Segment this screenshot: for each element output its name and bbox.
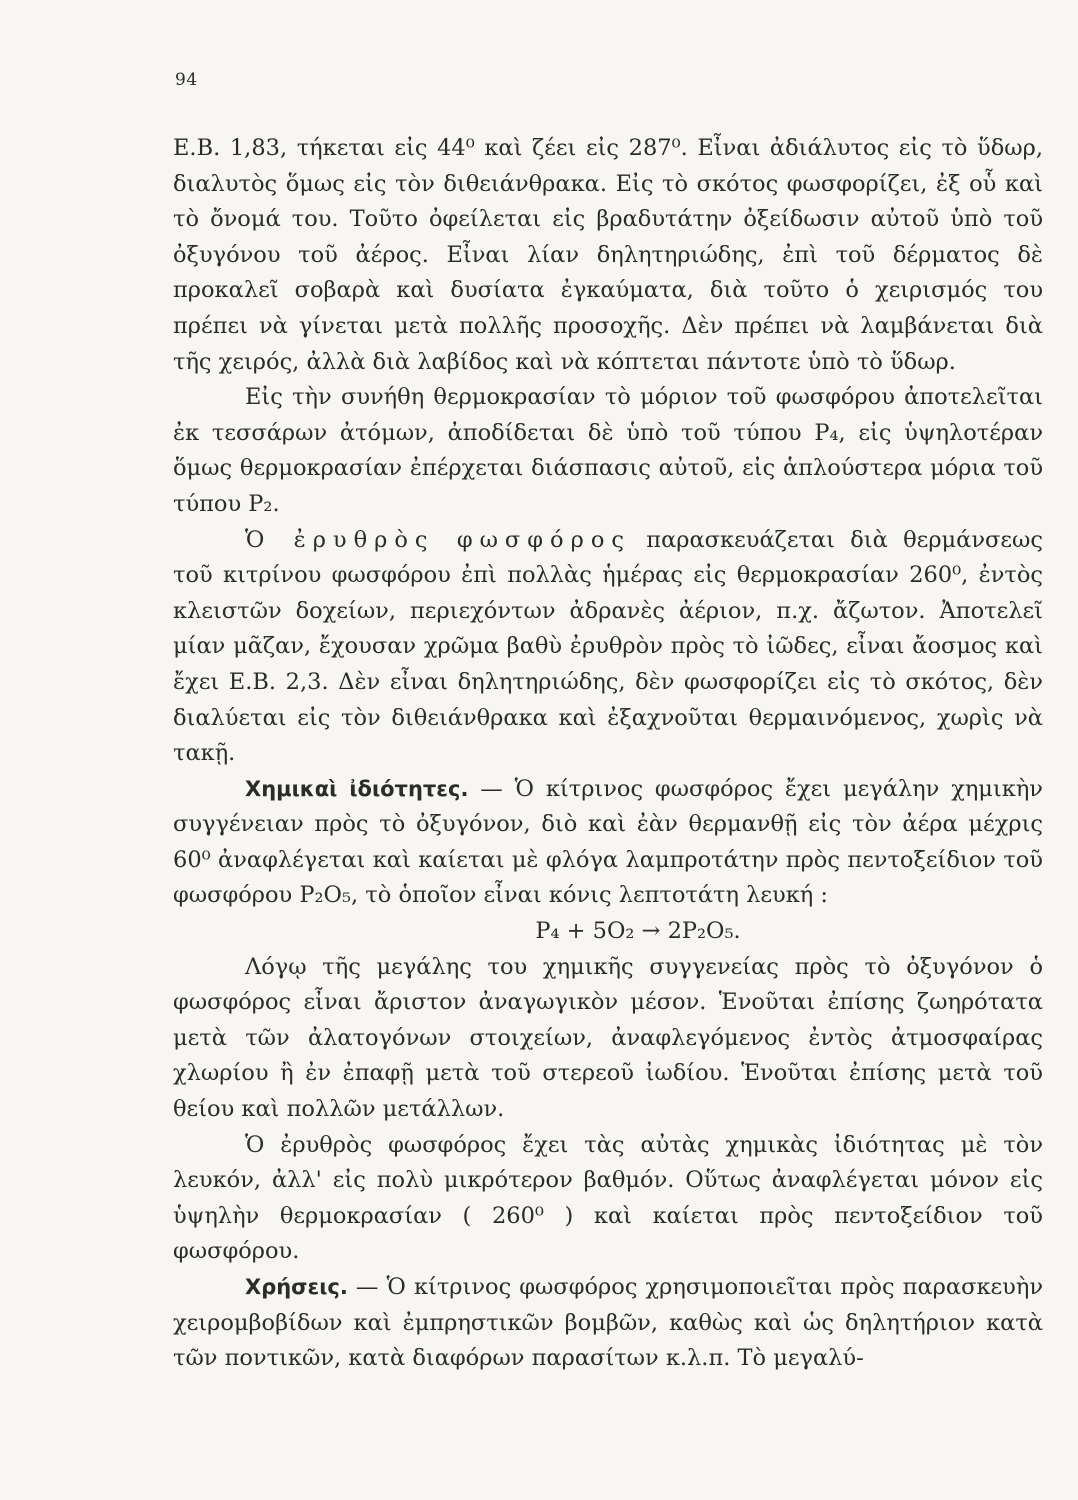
red-phosphorus-text: παρασκευάζεται διὰ θερμάνσεως τοῦ κιτρίνου φωσφόρου ἐπὶ πολλὰς ἡμέρας εἰς θερμοκρασίαν 260⁰, ἐντὸς κλειστῶν δοχείων, περιεχόντων ἀδρανὲς ἀέριον, π.χ. ἄζωτον. Ἀποτελεῖ μίαν μᾶζαν, ἔχουσαν χρῶμα βαθὺ ἐρυθρὸν πρὸς τὸ ἰῶδες, εἶναι ἄοσμος καὶ ἔχει Ε.Β. 2,3. Δὲν εἶναι δηλητηριώδης, δὲν φωσφορίζει εἰς τὸ σκότος, δὲν διαλύεται εἰς τὸν διθειάνθρακα καὶ ἐξαχνοῦται θερμαινόμενος, χωρὶς νὰ τακῇ. — [173, 526, 1044, 767]
uses-text: — Ὁ κίτρινος φωσφόρος χρησιμοποιεῖται πρὸς παρασκευὴν χειρομβοβίδων καὶ ἐμπρηστικῶν βομβῶν, καθὼς καὶ ὡς δηλητήριον κατὰ τῶν ποντικῶν, κατὰ διαφόρων παρασίτων κ.λ.π. Τὸ μεγαλύ- — [173, 1274, 1043, 1372]
paragraph-red-properties: Ὁ ἐρυθρὸς φωσφόρος ἔχει τὰς αὐτὰς χημικὰς ἰδιότητας μὲ τὸν λευκόν, ἀλλ' εἰς πολὺ μικρότερον βαθμόν. Οὕτως ἀναφλέγεται μόνον εἰς ὑψηλὴν θερμοκρασίαν ( 260⁰ ) καὶ καίεται πρὸς πεντοξείδιον τοῦ φωσφόρου. — [173, 1131, 1043, 1265]
page-number: 94 — [175, 70, 198, 90]
paragraph-molecule: Εἰς τὴν συνήθη θερμοκρασίαν τὸ μόριον τοῦ φωσφόρου ἀποτελεῖται ἐκ τεσσάρων ἀτόμων, ἀποδίδεται δὲ ὑπὸ τοῦ τύπου P₄, εἰς ὑψηλοτέραν ὅμως θερμοκρασίαν ἐπέρχεται διάσπασις αὐτοῦ, εἰς ἁπλούστερα μόρια τοῦ τύπου P₂. — [173, 384, 1043, 517]
paragraph-red-phosphorus — [173, 523, 1043, 772]
paragraph-reducing-agent: Λόγῳ τῆς μεγάλης του χημικῆς συγγενείας πρὸς τὸ ὀξυγόνον ὁ φωσφόρος εἶναι ἄριστον ἀναγωγικὸν μέσον. Ἑνοῦται ἐπίσης ζωηρότατα μετὰ τῶν ἀλατογόνων στοιχείων, ἀναφλεγόμενος ἐντὸς ἀτμοσφαίρας χλωρίου ἢ ἐν ἐπαφῇ μετὰ τοῦ στερεοῦ ἰωδίου. Ἑνοῦται ἐπίσης μετὰ τοῦ θείου καὶ πολλῶν μετάλλων. — [173, 953, 1043, 1123]
paragraph-uses — [173, 1270, 1043, 1377]
section-heading-chemical-properties: Χημικαὶ ἰδιότητες. — [245, 776, 469, 801]
paragraph-chemical-properties — [173, 772, 1043, 914]
body-text — [173, 131, 1043, 1377]
chemical-equation: P₄ + 5O₂ → 2P₂O₅. — [535, 918, 741, 945]
paragraph-properties: Ε.Β. 1,83, τήκεται εἰς 44⁰ καὶ ζέει εἰς 287⁰. Εἶναι ἀδιάλυτος εἰς τὸ ὕδωρ, διαλυτὸς ὅμως εἰς τὸν διθειάνθρακα. Εἰς τὸ σκότος φωσφορίζει, ἐξ οὗ καὶ τὸ ὄνομά του. Τοῦτο ὀφείλεται εἰς βραδυτάτην ὀξείδωσιν αὐτοῦ ὑπὸ τοῦ ὀξυγόνου τοῦ ἀέρος. Εἶναι λίαν δηλητηριώδης, ἐπὶ τοῦ δέρματος δὲ προκαλεῖ σοβαρὰ καὶ δυσίατα ἐγκαύματα, διὰ τοῦτο ὁ χειρισμός του πρέπει νὰ γίνεται μετὰ πολλῆς προσοχῆς. Δὲν πρέπει νὰ λαμβάνεται διὰ τῆς χειρός, ἀλλὰ διὰ λαβίδος καὶ νὰ κόπτεται πάντοτε ὑπὸ τὸ ὕδωρ. — [173, 135, 1043, 375]
chemical-properties-text: — Ὁ κίτρινος φωσφόρος ἔχει μεγάλην χημικὴν συγγένειαν πρὸς τὸ ὀξυγόνον, διὸ καὶ ἐὰν θερμανθῇ εἰς τὸν ἀέρα μέχρις 60⁰ ἀναφλέγεται καὶ καίεται μὲ φλόγα λαμπροτάτην πρὸς πεντοξείδιον τοῦ φωσφόρου P₂O₅, τὸ ὁποῖον εἶναι κόνις λεπτοτάτη λευκή : — [173, 775, 1043, 909]
red-phosphorus-term: Ὁ ἐρυθρὸς φωσφόρος — [245, 526, 631, 553]
section-heading-uses: Χρήσεις. — [245, 1275, 348, 1299]
